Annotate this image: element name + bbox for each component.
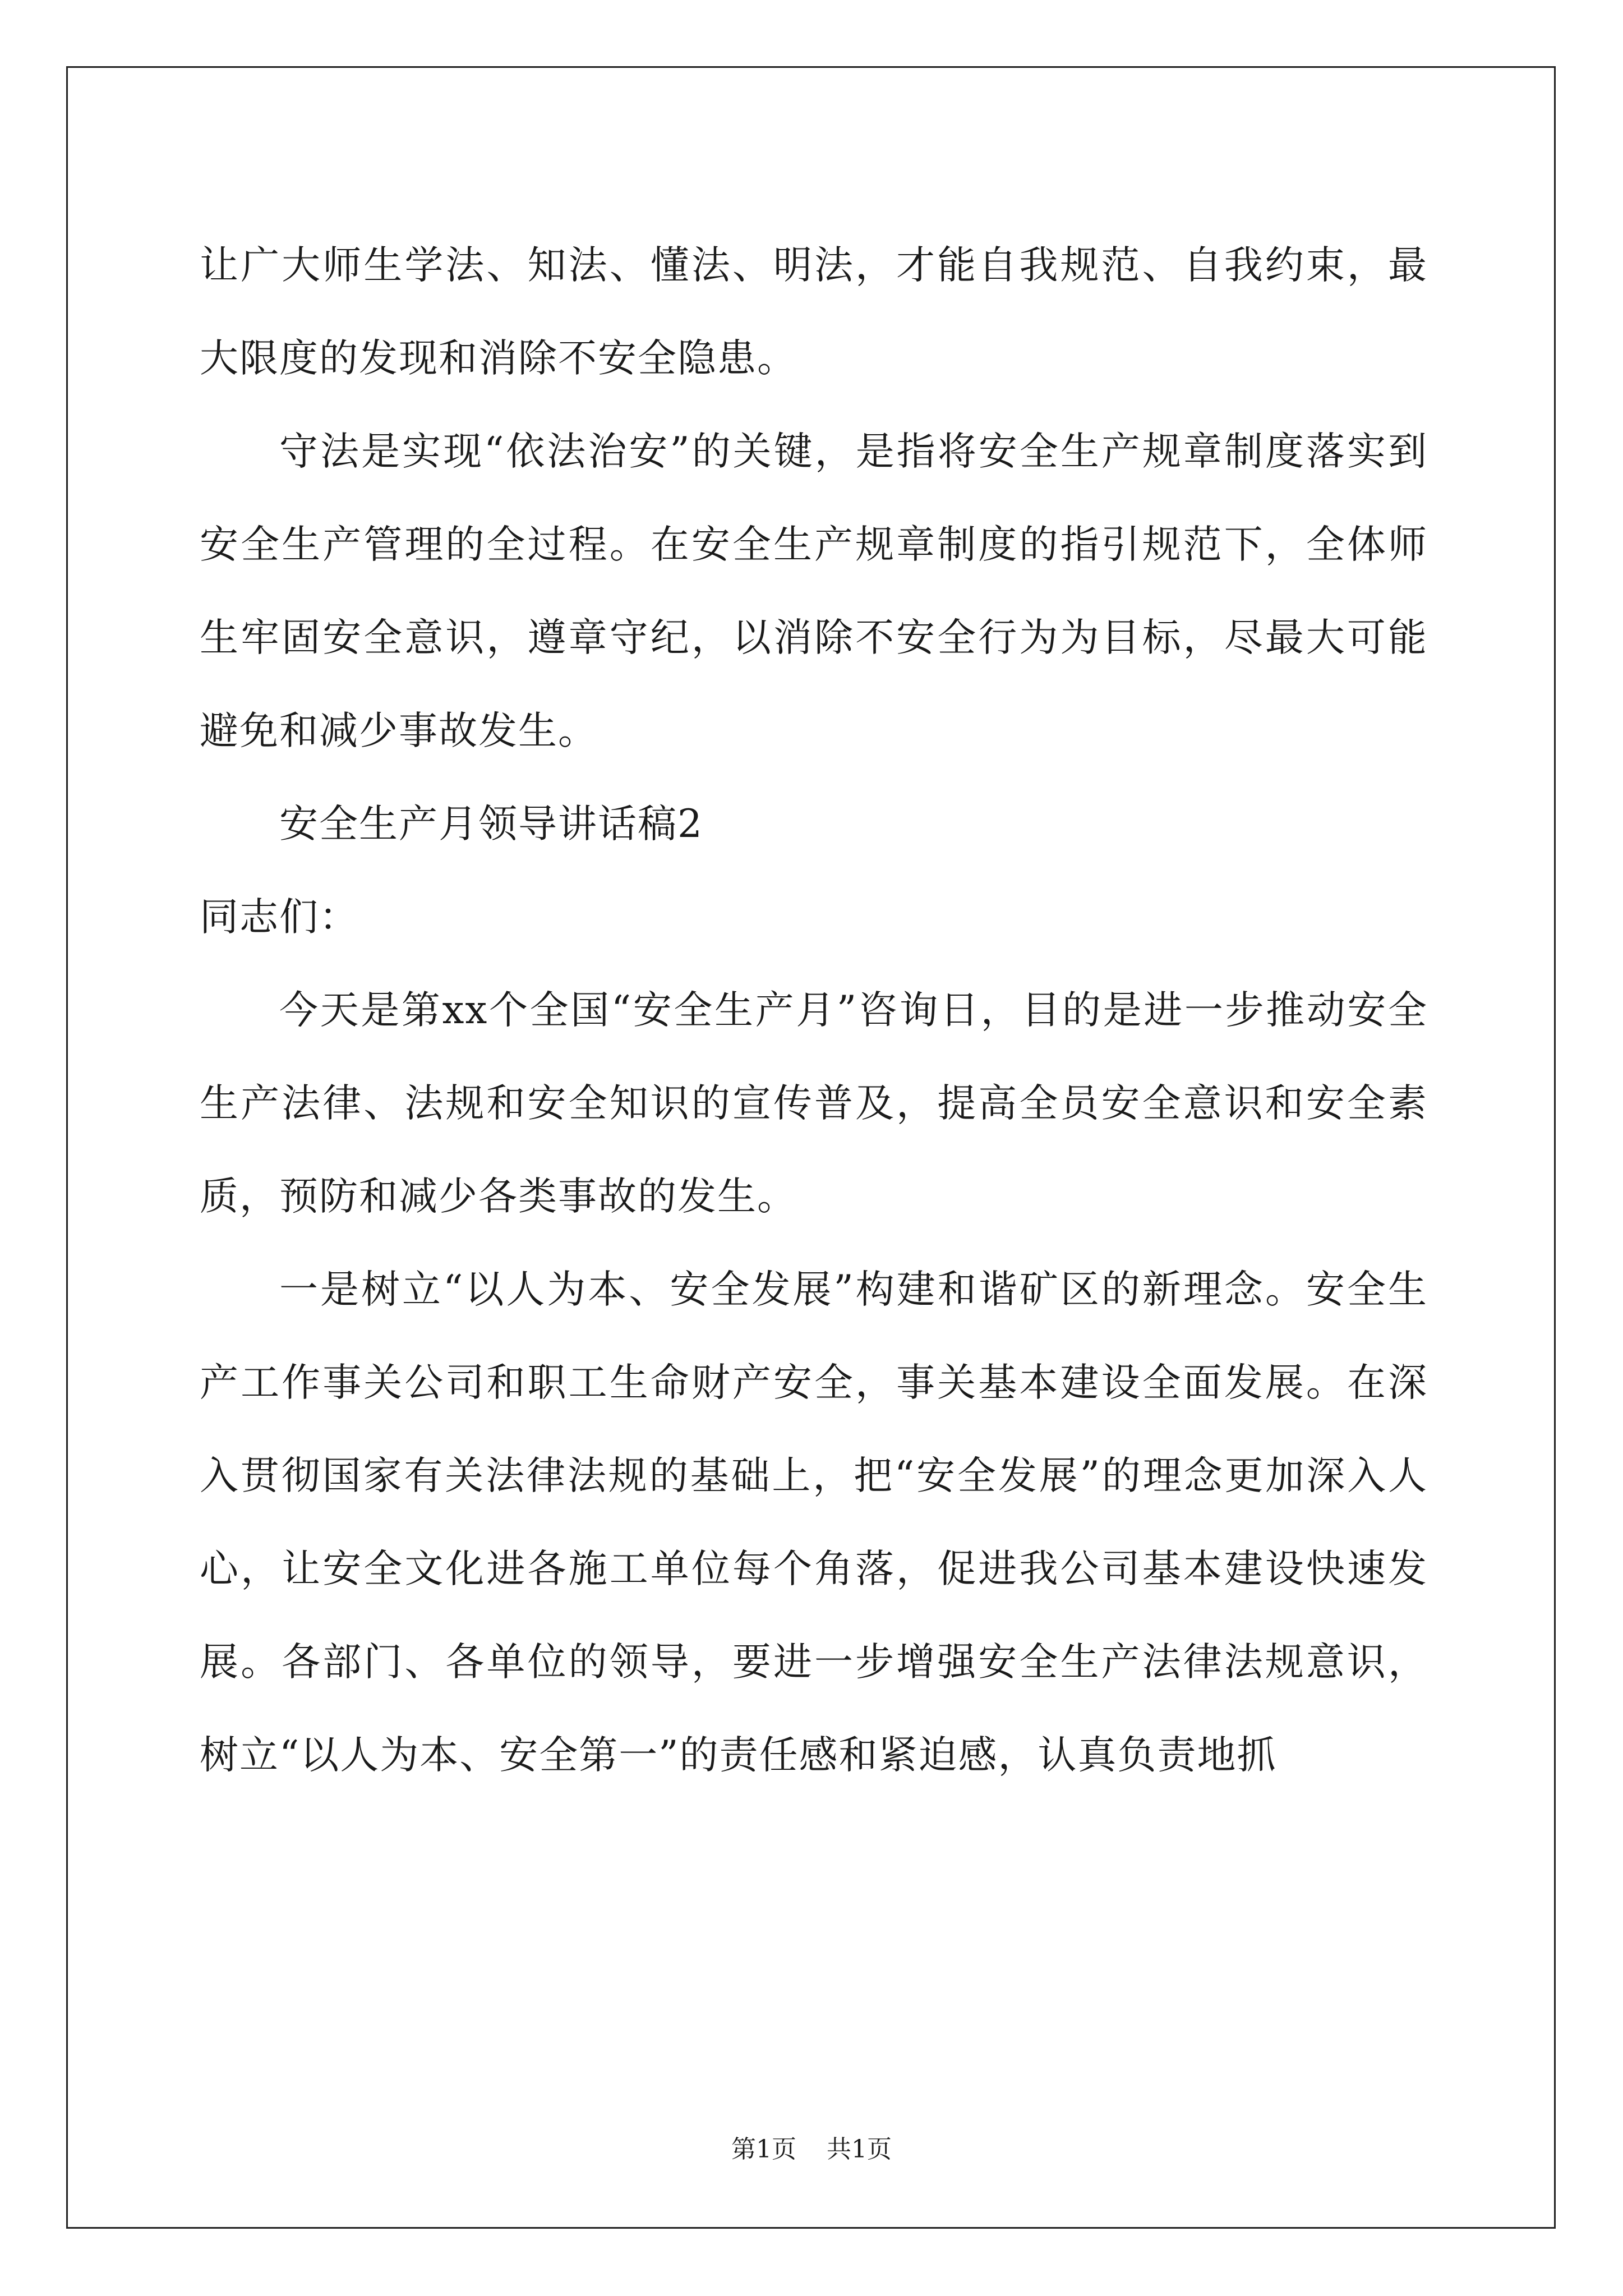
section-heading: 安全生产月领导讲话稿2 [279, 802, 703, 846]
document-body [200, 219, 1428, 1802]
salutation: 同志们： [200, 895, 359, 940]
paragraph-3: 今天是第xx个全国“安全生产月”咨询日，目的是进一步推动安全生产法律、法规和安全知识的宣传普及，提高全员安全意识和安全素质，预防和减少各类事故的发生。 [200, 988, 1428, 1219]
page-number: 第1页 [731, 2135, 796, 2164]
paragraph-2: 守法是实现“依法治安”的关键，是指将安全生产规章制度落实到安全生产管理的全过程。在安全生产规章制度的指引规范下，全体师生牢固安全意识，遵章守纪，以消除不安全行为为目标，尽最大可能避免和减少事故发生。 [200, 429, 1428, 753]
paragraph-4: 一是树立“以人为本、安全发展”构建和谐矿区的新理念。安全生产工作事关公司和职工生命财产安全，事关基本建设全面发展。在深入贯彻国家有关法律法规的基础上，把“安全发展”的理念更加深入人心，让安全文化进各施工单位每个角落，促进我公司基本建设快速发展。各部门、各单位的领导，要进一步增强安全生产法律法规意识，树立“以人为本、安全第一”的责任感和紧迫感，认真负责地抓 [200, 1267, 1428, 1778]
paragraph-1: 让广大师生学法、知法、懂法、明法，才能自我规范、自我约束，最大限度的发现和消除不安全隐患。 [200, 243, 1428, 381]
page-footer [0, 2133, 1623, 2166]
page-total: 共1页 [827, 2135, 892, 2164]
